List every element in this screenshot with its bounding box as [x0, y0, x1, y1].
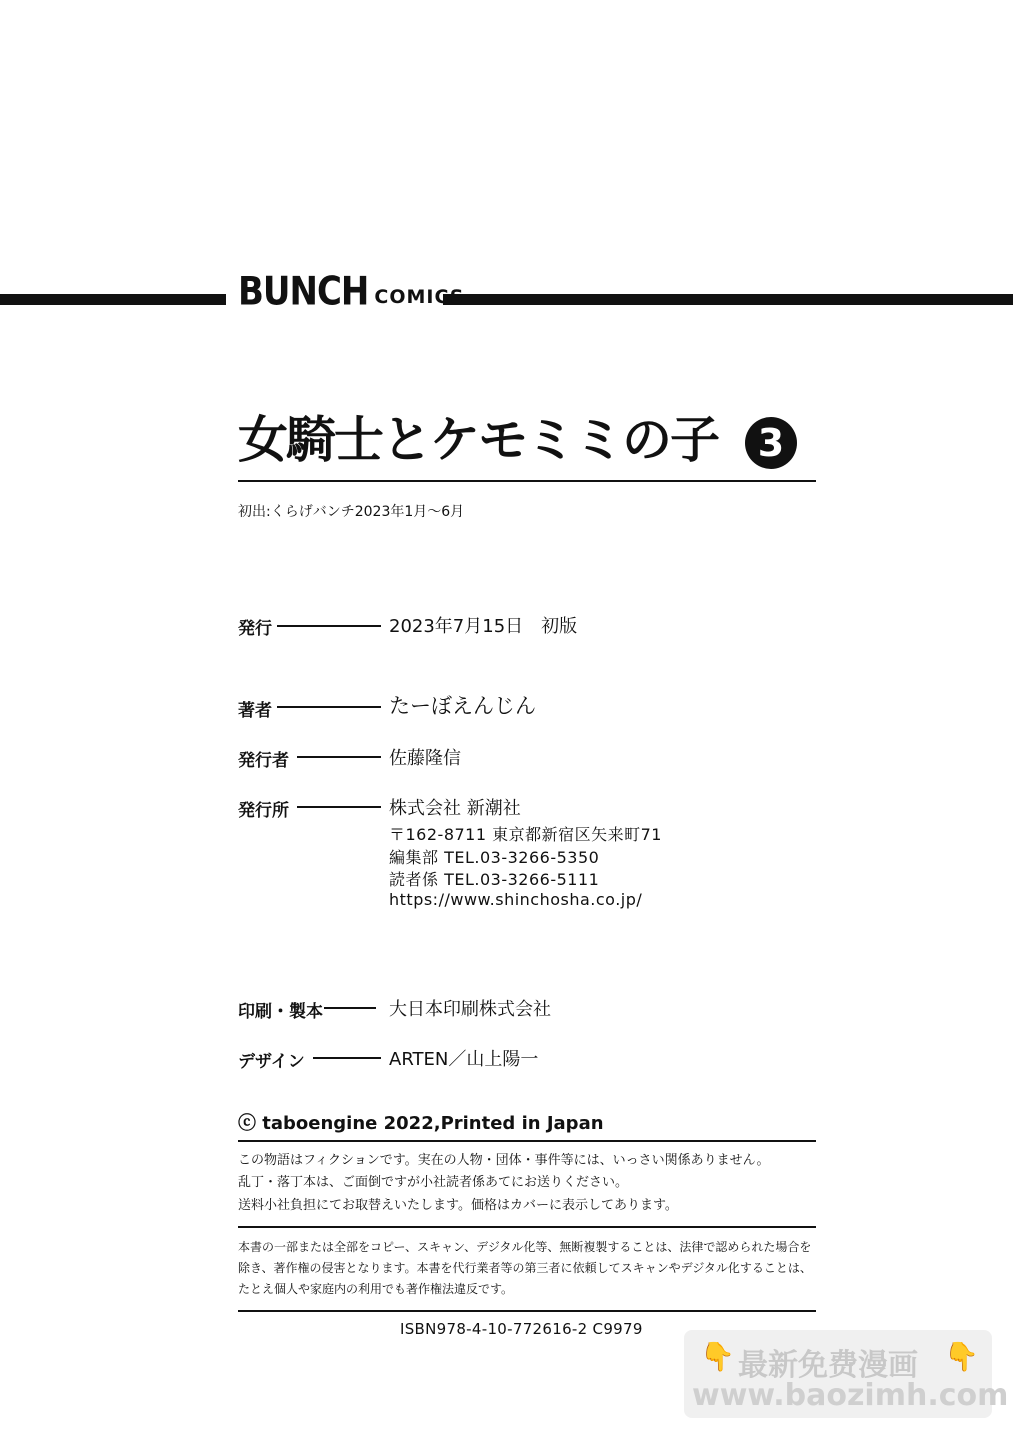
imprint-rule-right — [443, 294, 1013, 305]
legal-line: 本書の一部または全部をコピー、スキャン、デジタル化等、無断複製することは、法律で認められた場合を — [238, 1240, 812, 1254]
editorial-tel: 編集部 TEL.03-3266-5350 — [389, 848, 600, 867]
publisher-company-label: 発行所 — [238, 801, 289, 821]
reader-tel: 読者係 TEL.03-3266-5111 — [389, 870, 600, 889]
publisher-company-leader — [297, 806, 381, 808]
title-rule — [238, 480, 816, 482]
volume-badge: 3 — [745, 417, 797, 469]
author-value: たーぼえんじん — [389, 694, 536, 718]
publisher-person-label: 発行者 — [238, 751, 289, 771]
publisher-person-value: 佐藤隆信 — [389, 748, 461, 769]
imprint-line: COMICS — [374, 286, 465, 308]
imprint-rule-left — [0, 294, 226, 305]
publisher-company-name: 株式会社 新潮社 — [389, 798, 521, 819]
design-leader — [313, 1057, 381, 1059]
book-title: 女騎士とケモミミの子 — [238, 411, 718, 469]
copyright-rule — [238, 1140, 816, 1142]
design-label: デザイン — [238, 1052, 305, 1072]
pointing-down-icon: 👇 — [700, 1340, 735, 1373]
imprint-brand: BUNCH — [238, 269, 369, 315]
legal-line: たとえ個人や家庭内の利用でも著作権法違反です。 — [238, 1282, 514, 1296]
legal-line: 除き、著作権の侵害となります。本書を代行業者等の第三者に依頼してスキャンやデジタル化することは、 — [238, 1261, 812, 1275]
pointing-down-icon: 👇 — [944, 1340, 979, 1373]
publisher-url[interactable]: https://www.shinchosha.co.jp/ — [389, 890, 643, 909]
watermark-url: www.baozimh.com — [692, 1378, 1009, 1413]
author-label: 著者 — [238, 701, 272, 721]
design-value: ARTEN／山上陽一 — [389, 1049, 539, 1070]
first-publication: 初出:くらげバンチ2023年1月〜6月 — [238, 504, 465, 520]
release-leader — [277, 625, 381, 627]
watermark-text: 最新免费漫画 — [738, 1348, 918, 1383]
publisher-address: 〒162-8711 東京都新宿区矢来町71 — [389, 825, 662, 844]
notice-line: この物語はフィクションです。実在の人物・団体・事件等には、いっさい関係ありません。 — [238, 1153, 770, 1168]
notice-line: 乱丁・落丁本は、ご面倒ですが小社読者係あてにお送りください。 — [238, 1175, 629, 1190]
printing-value: 大日本印刷株式会社 — [389, 999, 551, 1020]
isbn: ISBN978-4-10-772616-2 C9979 — [400, 1320, 643, 1338]
copyright: ⓒ taboengine 2022,Printed in Japan — [238, 1113, 604, 1134]
publisher-person-leader — [297, 756, 381, 758]
release-value: 2023年7月15日 初版 — [389, 616, 578, 637]
printing-leader — [324, 1007, 376, 1009]
printing-label: 印刷・製本 — [238, 1002, 323, 1022]
author-leader — [277, 706, 381, 708]
imprint-logo — [238, 269, 465, 316]
release-label: 発行 — [238, 619, 272, 639]
notice-line: 送料小社負担にてお取替えいたします。価格はカバーに表示してあります。 — [238, 1198, 678, 1213]
legal-rule — [238, 1310, 816, 1312]
notice-rule — [238, 1226, 816, 1228]
